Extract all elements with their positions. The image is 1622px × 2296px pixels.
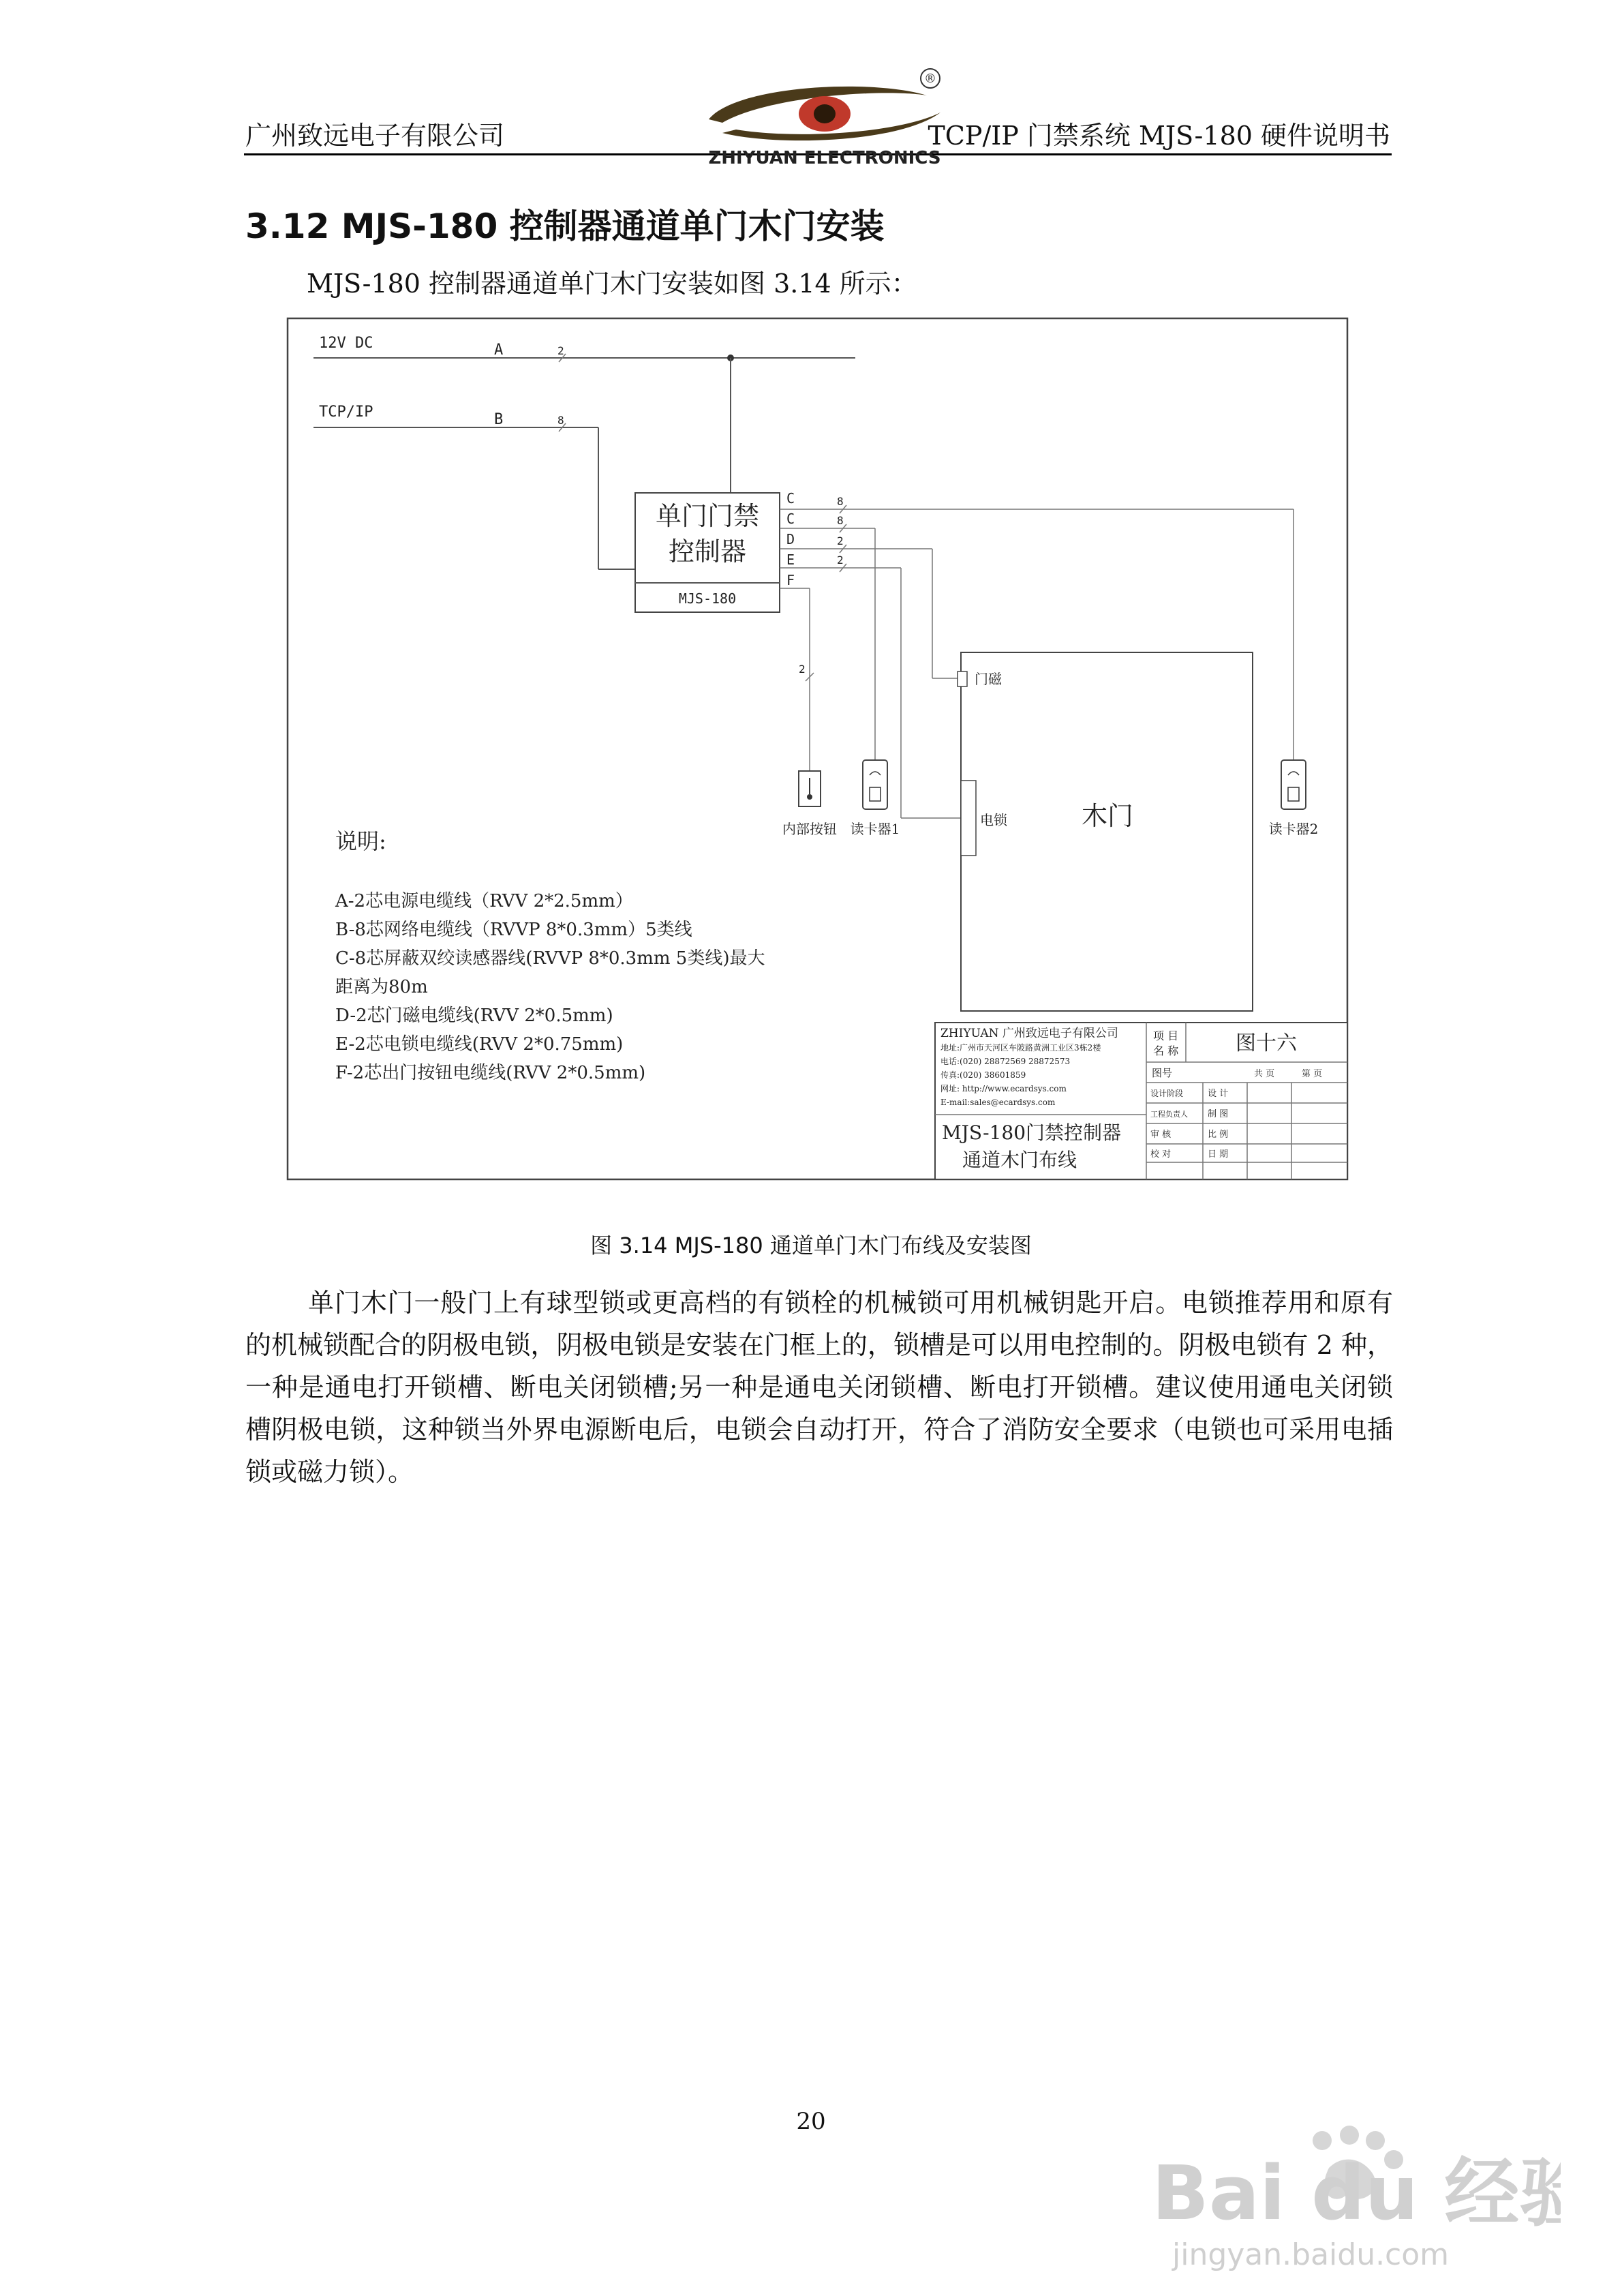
tb-drafted: 制 图 xyxy=(1208,1109,1229,1119)
wire-b-label: B xyxy=(494,411,504,428)
tb-page-no: 第 页 xyxy=(1302,1069,1323,1079)
section-intro: MJS-180 控制器通道单门木门安装如图 3.14 所示： xyxy=(307,269,917,299)
reader2-label: 读卡器2 xyxy=(1268,821,1319,837)
elec-lock-device xyxy=(961,781,976,856)
power-label: 12V DC xyxy=(319,335,373,352)
wooden-door xyxy=(961,652,1253,1011)
tb-fax: 传真:(020) 38601859 xyxy=(940,1070,1026,1080)
reader1-label: 读卡器1 xyxy=(850,821,900,837)
note-line: A-2芯电源电缆线（RVV 2*2.5mm） xyxy=(335,891,633,911)
tb-project-label-2: 名 称 xyxy=(1153,1044,1179,1057)
port-d: D xyxy=(786,531,795,547)
notes-title: 说明: xyxy=(335,828,386,854)
watermark-url: jingyan.baidu.com xyxy=(1172,2237,1450,2272)
controller-model: MJS-180 xyxy=(678,590,737,607)
tb-company: ZHIYUAN 广州致远电子有限公司 xyxy=(940,1027,1118,1040)
count-e: 2 xyxy=(837,554,844,567)
note-line: B-8芯网络电缆线（RVVP 8*0.3mm）5类线 xyxy=(335,920,692,940)
wire-b-count: 8 xyxy=(557,414,564,427)
door-magnet-label: 门磁 xyxy=(975,671,1002,687)
port-c1: C xyxy=(786,490,795,507)
tb-address: 地址:广州市天河区车陂路黄洲工业区3栋2楼 xyxy=(940,1043,1101,1053)
note-line: F-2芯出门按钮电缆线(RVV 2*0.5mm) xyxy=(335,1063,646,1083)
note-line: E-2芯电锁电缆线(RVV 2*0.75mm) xyxy=(335,1034,624,1055)
header-company: 广州致远电子有限公司 xyxy=(245,121,505,151)
wiring-diagram xyxy=(286,317,1349,1185)
watermark-graphic xyxy=(1124,2120,1561,2277)
note-line: 距离为80m xyxy=(335,977,428,997)
tb-project-label-1: 项 目 xyxy=(1153,1029,1179,1042)
company-logo xyxy=(695,65,968,177)
door-magnet-device xyxy=(958,671,967,686)
count-c1: 8 xyxy=(837,495,844,508)
door-label: 木门 xyxy=(1081,801,1134,831)
count-d: 2 xyxy=(837,534,844,547)
inner-button-label: 内部按钮 xyxy=(782,821,837,837)
tb-figure-name: 图十六 xyxy=(1236,1031,1297,1055)
count-c2: 8 xyxy=(837,514,844,527)
port-f: F xyxy=(786,572,795,588)
logo-registered-mark: ® xyxy=(924,72,936,86)
note-line: D-2芯门磁电缆线(RVV 2*0.5mm) xyxy=(335,1006,613,1026)
tb-drawing-no: 图号 xyxy=(1152,1067,1173,1079)
page-number: 20 xyxy=(796,2108,826,2135)
tb-scale: 比 例 xyxy=(1208,1130,1229,1140)
tb-engineer: 工程负责人 xyxy=(1150,1110,1188,1119)
tb-tel: 电话:(020) 28872569 28872573 xyxy=(940,1057,1071,1066)
tb-total-pages: 共 页 xyxy=(1254,1069,1275,1079)
logo-text: ZHIYUAN ELECTRONICS xyxy=(708,148,941,168)
controller-line1: 单门门禁 xyxy=(655,501,760,531)
section-title: 3.12 MJS-180 控制器通道单门木门安装 xyxy=(245,207,885,246)
wire-a-label: A xyxy=(494,342,504,359)
figure-caption: 图 3.14 MJS-180 通道单门木门布线及安装图 xyxy=(590,1233,1032,1258)
logo-graphic xyxy=(695,65,968,174)
baidu-watermark xyxy=(1124,2120,1561,2280)
tb-design-stage: 设计阶段 xyxy=(1150,1089,1184,1098)
tb-email: E-mail:sales@ecardsys.com xyxy=(940,1098,1056,1107)
controller-line2: 控制器 xyxy=(668,537,747,567)
port-e: E xyxy=(786,552,795,568)
elec-lock-label: 电锁 xyxy=(980,812,1007,828)
watermark-brand: Bai du 经验 xyxy=(1152,2149,1561,2237)
tb-drawing-title-2: 通道木门布线 xyxy=(962,1149,1077,1171)
wire-a-count: 2 xyxy=(557,344,564,357)
tb-review: 审 核 xyxy=(1150,1130,1172,1140)
port-c2: C xyxy=(786,511,795,527)
net-label: TCP/IP xyxy=(319,404,373,421)
header-doc-title: TCP/IP 门禁系统 MJS-180 硬件说明书 xyxy=(928,121,1390,151)
note-line: C-8芯屏蔽双绞读感器线(RVVP 8*0.3mm 5类线)最大 xyxy=(335,948,765,969)
tb-design: 设 计 xyxy=(1208,1089,1229,1099)
tb-web: 网址: http://www.ecardsys.com xyxy=(940,1084,1067,1093)
count-f: 2 xyxy=(799,663,806,676)
reader1-device xyxy=(863,760,887,809)
tb-check: 校 对 xyxy=(1150,1149,1172,1160)
tb-date: 日 期 xyxy=(1208,1149,1229,1160)
title-block xyxy=(935,1023,1347,1179)
tb-drawing-title-1: MJS-180门禁控制器 xyxy=(942,1121,1122,1144)
body-paragraph: 单门木门一般门上有球型锁或更高档的有锁栓的机械锁可用机械钥匙开启。电锁推荐用和原有的机械锁配合的阴极电锁，阴极电锁是安装在门框上的，锁槽是可以用电控制的。阴极电锁有 2 种，一种是通电打开锁槽、断电关闭锁槽;另一种是通电关闭锁槽、断电打开锁槽。建议使用通电关闭锁槽阴极电锁，这种锁当外界电源断电后，电锁会自动打开，符合了消防安全要求（电锁也可采用电插锁或磁力锁）。 xyxy=(245,1288,1393,1487)
reader2-device xyxy=(1281,760,1306,809)
